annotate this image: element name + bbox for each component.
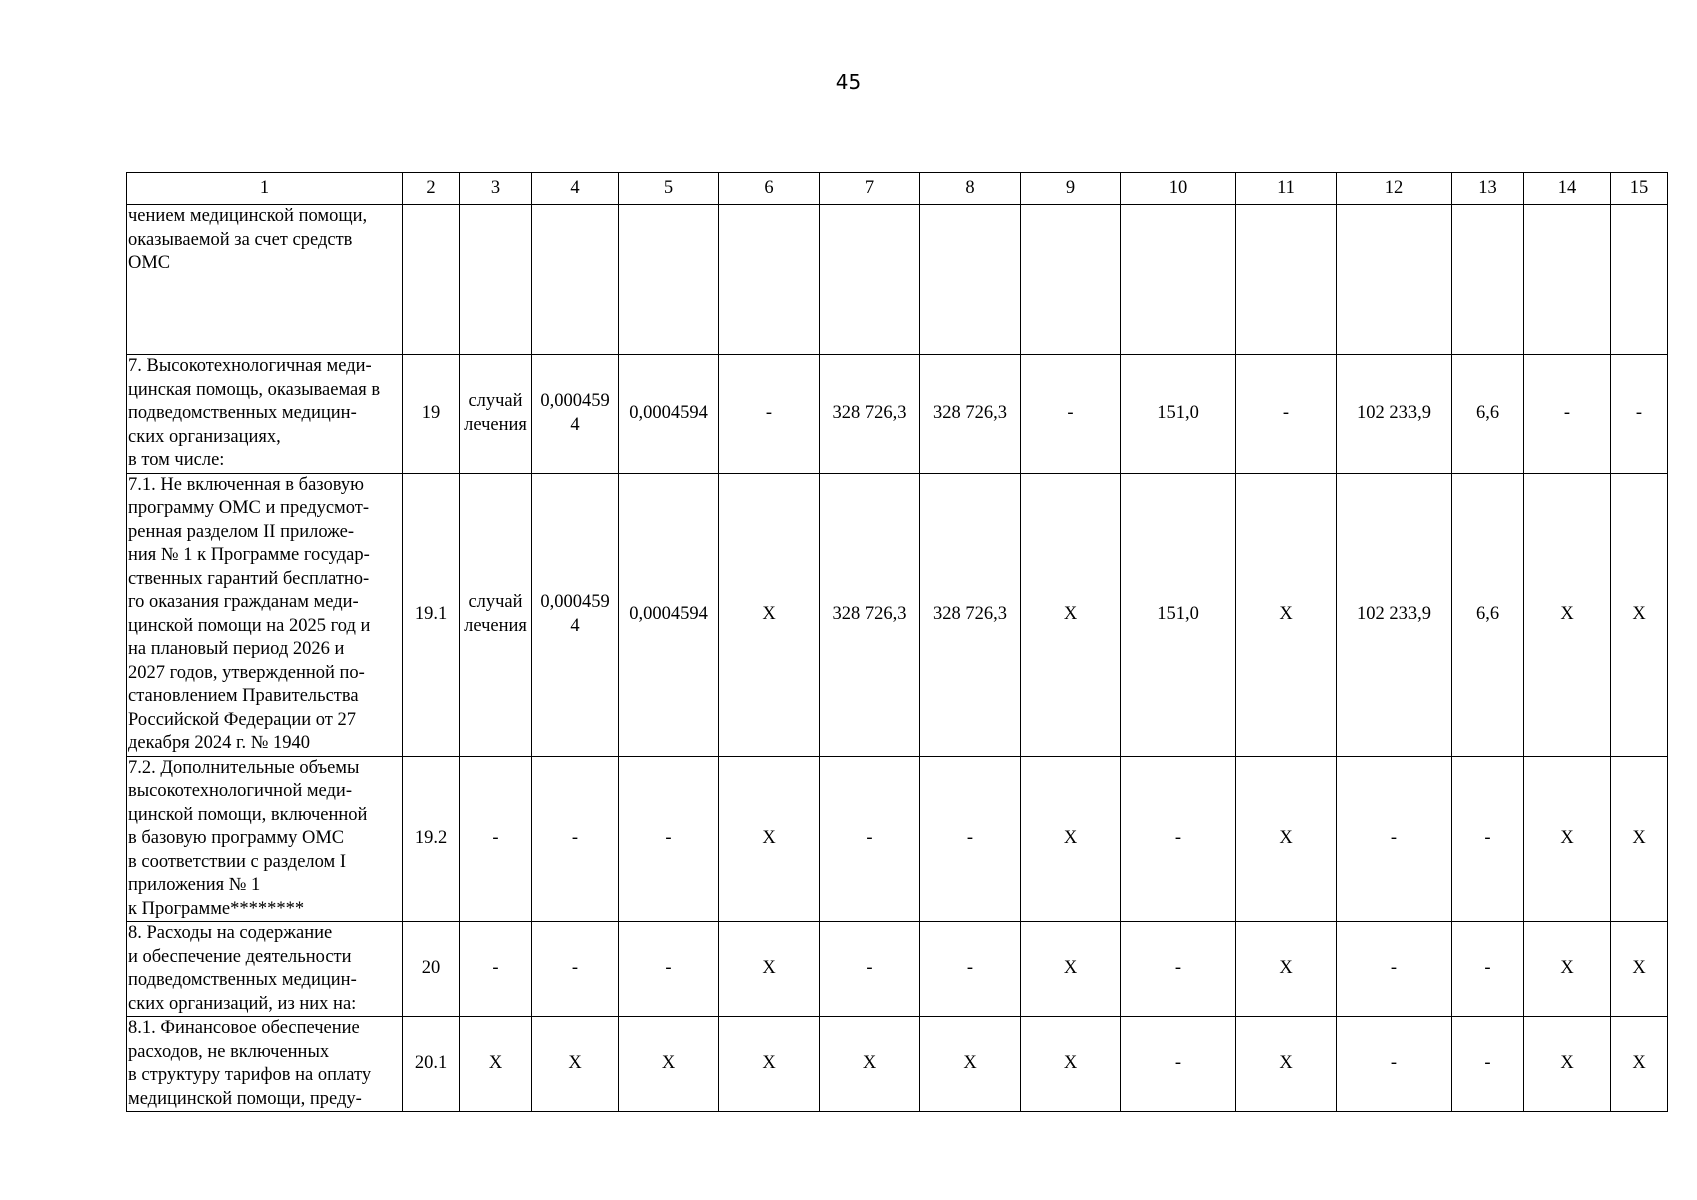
table-cell: 151,0 bbox=[1121, 473, 1236, 756]
table-cell: 328 726,3 bbox=[920, 355, 1021, 474]
table-row bbox=[127, 1017, 1668, 1112]
column-header-8: 8 bbox=[920, 173, 1021, 205]
column-header-3: 3 bbox=[460, 173, 532, 205]
table-cell: - bbox=[460, 756, 532, 922]
table-cell: 20.1 bbox=[403, 1017, 460, 1112]
table-cell: - bbox=[719, 355, 820, 474]
table-cell: 102 233,9 bbox=[1337, 473, 1452, 756]
table-cell: - bbox=[820, 756, 920, 922]
table-cell: X bbox=[920, 1017, 1021, 1112]
row-description-cell: 7. Высокотехнологичная меди- цинская помощь, оказываемая в подведомственных медицин- ских организациях, в том числе: bbox=[127, 355, 403, 474]
table-cell: - bbox=[1121, 922, 1236, 1017]
row-description-cell: 8. Расходы на содержание и обеспечение деятельности подведомственных медицин- ских организаций, из них на: bbox=[127, 922, 403, 1017]
row-description-cell: 7.1. Не включенная в базовую программу ОМС и предусмот- ренная разделом II приложе- ния № 1 к Программе государ- ственных гарантий бесплатно- го оказания гражданам меди- цинской помощи на 2025 год и на плановый период 2026 и 2027 годов, утвержденной по- становлением Правительства Российской Федерации от 27 декабря 2024 г. № 1940 bbox=[127, 473, 403, 756]
table-cell: - bbox=[1236, 355, 1337, 474]
table-cell: X bbox=[820, 1017, 920, 1112]
column-header-2: 2 bbox=[403, 173, 460, 205]
table-cell: 0,0004594 bbox=[619, 355, 719, 474]
table-cell: 6,6 bbox=[1452, 473, 1524, 756]
table-cell: 19 bbox=[403, 355, 460, 474]
table-cell bbox=[719, 205, 820, 355]
table-cell: - bbox=[1611, 355, 1668, 474]
table-cell: X bbox=[1236, 1017, 1337, 1112]
table-cell: X bbox=[460, 1017, 532, 1112]
table-cell bbox=[403, 205, 460, 355]
table-cell: X bbox=[1021, 473, 1121, 756]
column-header-15: 15 bbox=[1611, 173, 1668, 205]
column-header-9: 9 bbox=[1021, 173, 1121, 205]
table-cell: случай лечения bbox=[460, 473, 532, 756]
header-row bbox=[127, 173, 1668, 205]
table-cell: X bbox=[1236, 756, 1337, 922]
table-cell: - bbox=[1337, 1017, 1452, 1112]
table-cell: 19.1 bbox=[403, 473, 460, 756]
row-description-cell: чением медицинской помощи, оказываемой за счет средств ОМС bbox=[127, 205, 403, 355]
table-cell: X bbox=[1021, 922, 1121, 1017]
table-cell: - bbox=[1337, 922, 1452, 1017]
table-row bbox=[127, 922, 1668, 1017]
table-cell: - bbox=[1121, 756, 1236, 922]
table-cell: 102 233,9 bbox=[1337, 355, 1452, 474]
table-cell: 328 726,3 bbox=[820, 473, 920, 756]
column-header-12: 12 bbox=[1337, 173, 1452, 205]
table-cell: - bbox=[1452, 922, 1524, 1017]
table-cell bbox=[820, 205, 920, 355]
table-cell: - bbox=[1337, 756, 1452, 922]
table-cell: - bbox=[619, 756, 719, 922]
table-row bbox=[127, 205, 1668, 355]
table-cell: X bbox=[1236, 922, 1337, 1017]
table-cell: 0,000459 4 bbox=[532, 473, 619, 756]
table-cell: - bbox=[920, 922, 1021, 1017]
table-cell: - bbox=[920, 756, 1021, 922]
column-header-6: 6 bbox=[719, 173, 820, 205]
table-cell: 151,0 bbox=[1121, 355, 1236, 474]
column-header-14: 14 bbox=[1524, 173, 1611, 205]
table-cell: 328 726,3 bbox=[920, 473, 1021, 756]
table-cell: 0,0004594 bbox=[619, 473, 719, 756]
row-description-cell: 8.1. Финансовое обеспечение расходов, не включенных в структуру тарифов на оплату медицинской помощи, преду- bbox=[127, 1017, 403, 1112]
table-cell bbox=[619, 205, 719, 355]
column-header-1: 1 bbox=[127, 173, 403, 205]
table-cell bbox=[1337, 205, 1452, 355]
table-cell: X bbox=[1611, 1017, 1668, 1112]
table-cell: X bbox=[719, 756, 820, 922]
table-cell: X bbox=[1611, 922, 1668, 1017]
table-cell: - bbox=[532, 756, 619, 922]
table-cell bbox=[1236, 205, 1337, 355]
table-cell bbox=[1121, 205, 1236, 355]
table-cell: X bbox=[1021, 1017, 1121, 1112]
table-cell bbox=[1524, 205, 1611, 355]
table-cell: - bbox=[619, 922, 719, 1017]
table-cell: 0,000459 4 bbox=[532, 355, 619, 474]
table-cell: X bbox=[719, 922, 820, 1017]
table-cell: X bbox=[1524, 756, 1611, 922]
table-cell: X bbox=[1236, 473, 1337, 756]
table-row bbox=[127, 355, 1668, 474]
row-description-cell: 7.2. Дополнительные объемы высокотехнологичной меди- цинской помощи, включенной в базовую программу ОМС в соответствии с разделом I приложения № 1 к Программе******** bbox=[127, 756, 403, 922]
table-cell bbox=[1611, 205, 1668, 355]
table-cell: 6,6 bbox=[1452, 355, 1524, 474]
column-header-13: 13 bbox=[1452, 173, 1524, 205]
table-cell: 19.2 bbox=[403, 756, 460, 922]
table-cell: X bbox=[619, 1017, 719, 1112]
column-header-4: 4 bbox=[532, 173, 619, 205]
table-cell: X bbox=[1524, 922, 1611, 1017]
table-row bbox=[127, 756, 1668, 922]
table-cell: случай лечения bbox=[460, 355, 532, 474]
table-cell: - bbox=[460, 922, 532, 1017]
table-cell: X bbox=[532, 1017, 619, 1112]
table-cell: - bbox=[1452, 1017, 1524, 1112]
table-cell: - bbox=[532, 922, 619, 1017]
table-cell: X bbox=[1524, 1017, 1611, 1112]
page-number: 45 bbox=[835, 70, 862, 94]
table-cell: X bbox=[1524, 473, 1611, 756]
table-cell: - bbox=[1121, 1017, 1236, 1112]
table-cell: X bbox=[719, 473, 820, 756]
table-cell bbox=[1452, 205, 1524, 355]
table-cell: X bbox=[1611, 473, 1668, 756]
column-header-5: 5 bbox=[619, 173, 719, 205]
table-cell bbox=[460, 205, 532, 355]
table-cell: - bbox=[1524, 355, 1611, 474]
table-cell: - bbox=[820, 922, 920, 1017]
table-cell: 328 726,3 bbox=[820, 355, 920, 474]
table-cell: X bbox=[1021, 756, 1121, 922]
column-header-11: 11 bbox=[1236, 173, 1337, 205]
table-cell: - bbox=[1021, 355, 1121, 474]
column-header-10: 10 bbox=[1121, 173, 1236, 205]
table-row bbox=[127, 473, 1668, 756]
table-cell: X bbox=[1611, 756, 1668, 922]
table-cell bbox=[532, 205, 619, 355]
table-cell: - bbox=[1452, 756, 1524, 922]
table-cell: X bbox=[719, 1017, 820, 1112]
data-table bbox=[126, 172, 1668, 1112]
table-cell: 20 bbox=[403, 922, 460, 1017]
table-cell bbox=[1021, 205, 1121, 355]
column-header-7: 7 bbox=[820, 173, 920, 205]
table-cell bbox=[920, 205, 1021, 355]
